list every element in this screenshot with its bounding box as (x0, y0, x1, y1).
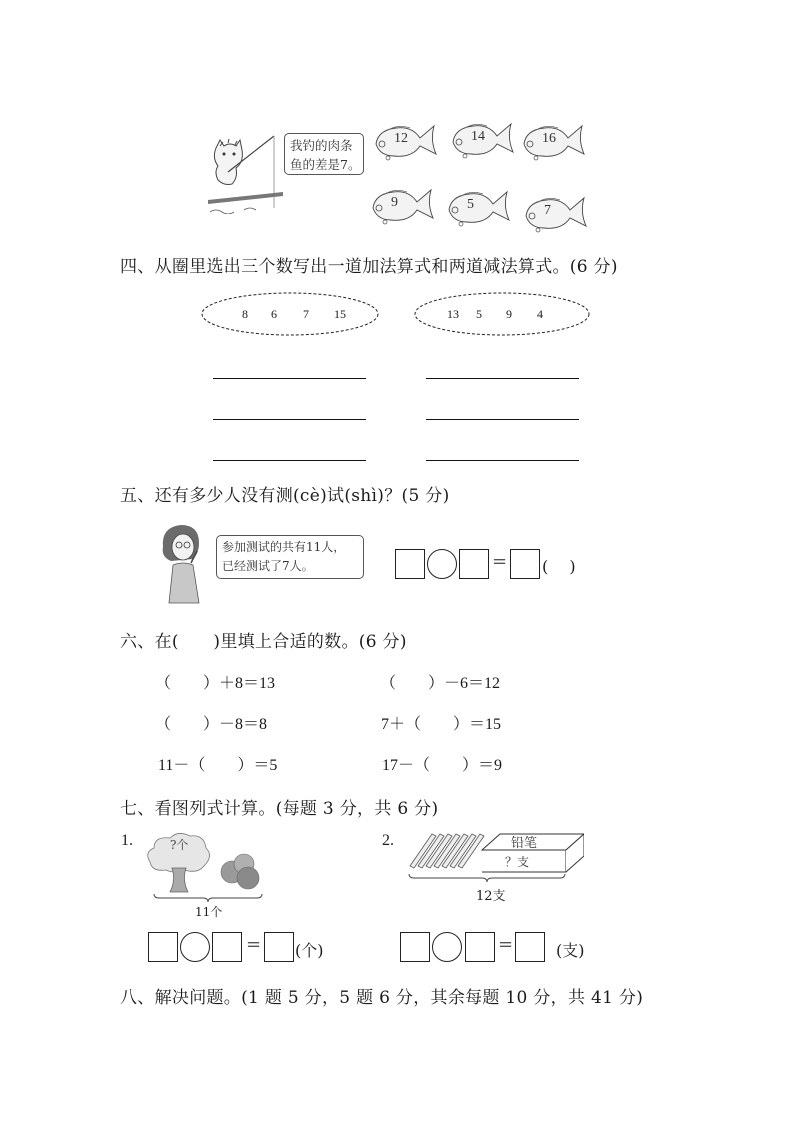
unit-label: (个) (295, 941, 324, 960)
fish-icon (445, 186, 511, 228)
fish-number: 7 (544, 203, 551, 218)
total-brace (408, 873, 566, 883)
operator-circle[interactable] (432, 932, 462, 962)
fill-equation[interactable]: 17－（ ）＝9 (382, 757, 503, 774)
equals-sign: = (498, 934, 514, 955)
answer-line[interactable] (213, 460, 366, 461)
fill-equation[interactable]: （ ）－8＝8 (155, 716, 268, 733)
operator-circle[interactable] (427, 549, 457, 579)
q1-total-label: 11个 (195, 905, 223, 919)
answer-box[interactable] (400, 932, 430, 962)
teacher-speech-line-1: 参加测试的共有11人， (222, 540, 346, 554)
tree-icon (144, 832, 274, 894)
fish-number: 5 (467, 197, 474, 212)
fill-equation[interactable]: （ ）＋8＝13 (155, 675, 276, 692)
fish-icon (520, 120, 586, 162)
fill-equation[interactable]: （ ）－6＝12 (380, 675, 501, 692)
fish-icon (522, 192, 588, 234)
answer-box[interactable] (459, 549, 489, 579)
tree-and-apples-illustration (144, 832, 274, 894)
question-1-number: 1. (121, 832, 133, 849)
answer-line[interactable] (213, 378, 366, 379)
pencils-icon (408, 830, 584, 874)
fishing-cat-illustration (208, 128, 283, 214)
fish-number: 14 (471, 129, 485, 144)
answer-box[interactable] (148, 932, 178, 962)
fish-number: 9 (391, 195, 398, 210)
section-6-heading: 六、在( )里填上合适的数。(6 分) (120, 632, 407, 652)
box-top-label: 铅笔 (511, 836, 538, 851)
answer-line[interactable] (426, 378, 579, 379)
fish-number: 16 (542, 131, 556, 146)
answer-line[interactable] (213, 419, 366, 420)
fill-equation[interactable]: 7＋（ ）＝15 (381, 716, 502, 733)
fish-icon (369, 184, 435, 226)
question-2-number: 2. (382, 832, 394, 849)
equals-sign: = (492, 551, 508, 572)
pencils-and-box-illustration (408, 830, 584, 874)
fish-icon (449, 118, 515, 160)
cat-speech-bubble (284, 133, 364, 175)
teacher-speech-bubble (216, 535, 364, 579)
oval-right-number: 13 (447, 307, 459, 321)
number-oval-right (413, 290, 593, 338)
answer-line[interactable] (426, 460, 579, 461)
section-4-heading: 四、从圈里选出三个数写出一道加法算式和两道减法算式。(6 分) (120, 257, 618, 277)
oval-left-number: 7 (303, 307, 309, 321)
unit-blank[interactable]: ( ) (542, 557, 576, 576)
operator-circle[interactable] (180, 932, 210, 962)
total-brace (153, 893, 263, 903)
oval-left-number: 15 (334, 307, 346, 321)
equals-sign: = (246, 934, 262, 955)
oval-right-number: 5 (476, 307, 482, 321)
answer-box[interactable] (264, 932, 294, 962)
number-oval-left (200, 290, 380, 338)
oval-right-number: 4 (537, 307, 543, 321)
answer-box[interactable] (212, 932, 242, 962)
answer-box[interactable] (515, 932, 545, 962)
teacher-speech-line-2: 已经测试了7人。 (222, 559, 314, 573)
answer-box[interactable] (510, 549, 540, 579)
cat-speech-line-1: 我钓的肉条 (290, 138, 353, 153)
unit-label: (支) (556, 941, 585, 960)
cat-icon (208, 128, 283, 214)
fish-number: 12 (394, 131, 408, 146)
section-7-heading: 七、看图列式计算。(每题 3 分，共 6 分) (120, 799, 439, 819)
answer-box[interactable] (465, 932, 495, 962)
box-front-label: ？支 (505, 855, 530, 869)
oval-right-number: 9 (506, 307, 512, 321)
teacher-illustration (155, 523, 210, 607)
section-5-heading: 五、还有多少人没有测(cè)试(shì)？(5 分) (120, 486, 450, 506)
answer-box[interactable] (395, 549, 425, 579)
section-8-heading: 八、解决问题。(1 题 5 分，5 题 6 分，其余每题 10 分，共 41 分) (120, 988, 644, 1008)
oval-left-number: 6 (271, 307, 277, 321)
answer-line[interactable] (426, 419, 579, 420)
fish-icon (372, 120, 438, 162)
tree-label: ?个 (170, 838, 189, 852)
oval-left-number: 8 (242, 307, 248, 321)
q2-total-label: 12支 (476, 889, 506, 904)
cat-speech-line-2: 鱼的差是7。 (290, 157, 361, 172)
fill-equation[interactable]: 11－（ ）＝5 (158, 757, 278, 774)
teacher-icon (155, 523, 210, 607)
